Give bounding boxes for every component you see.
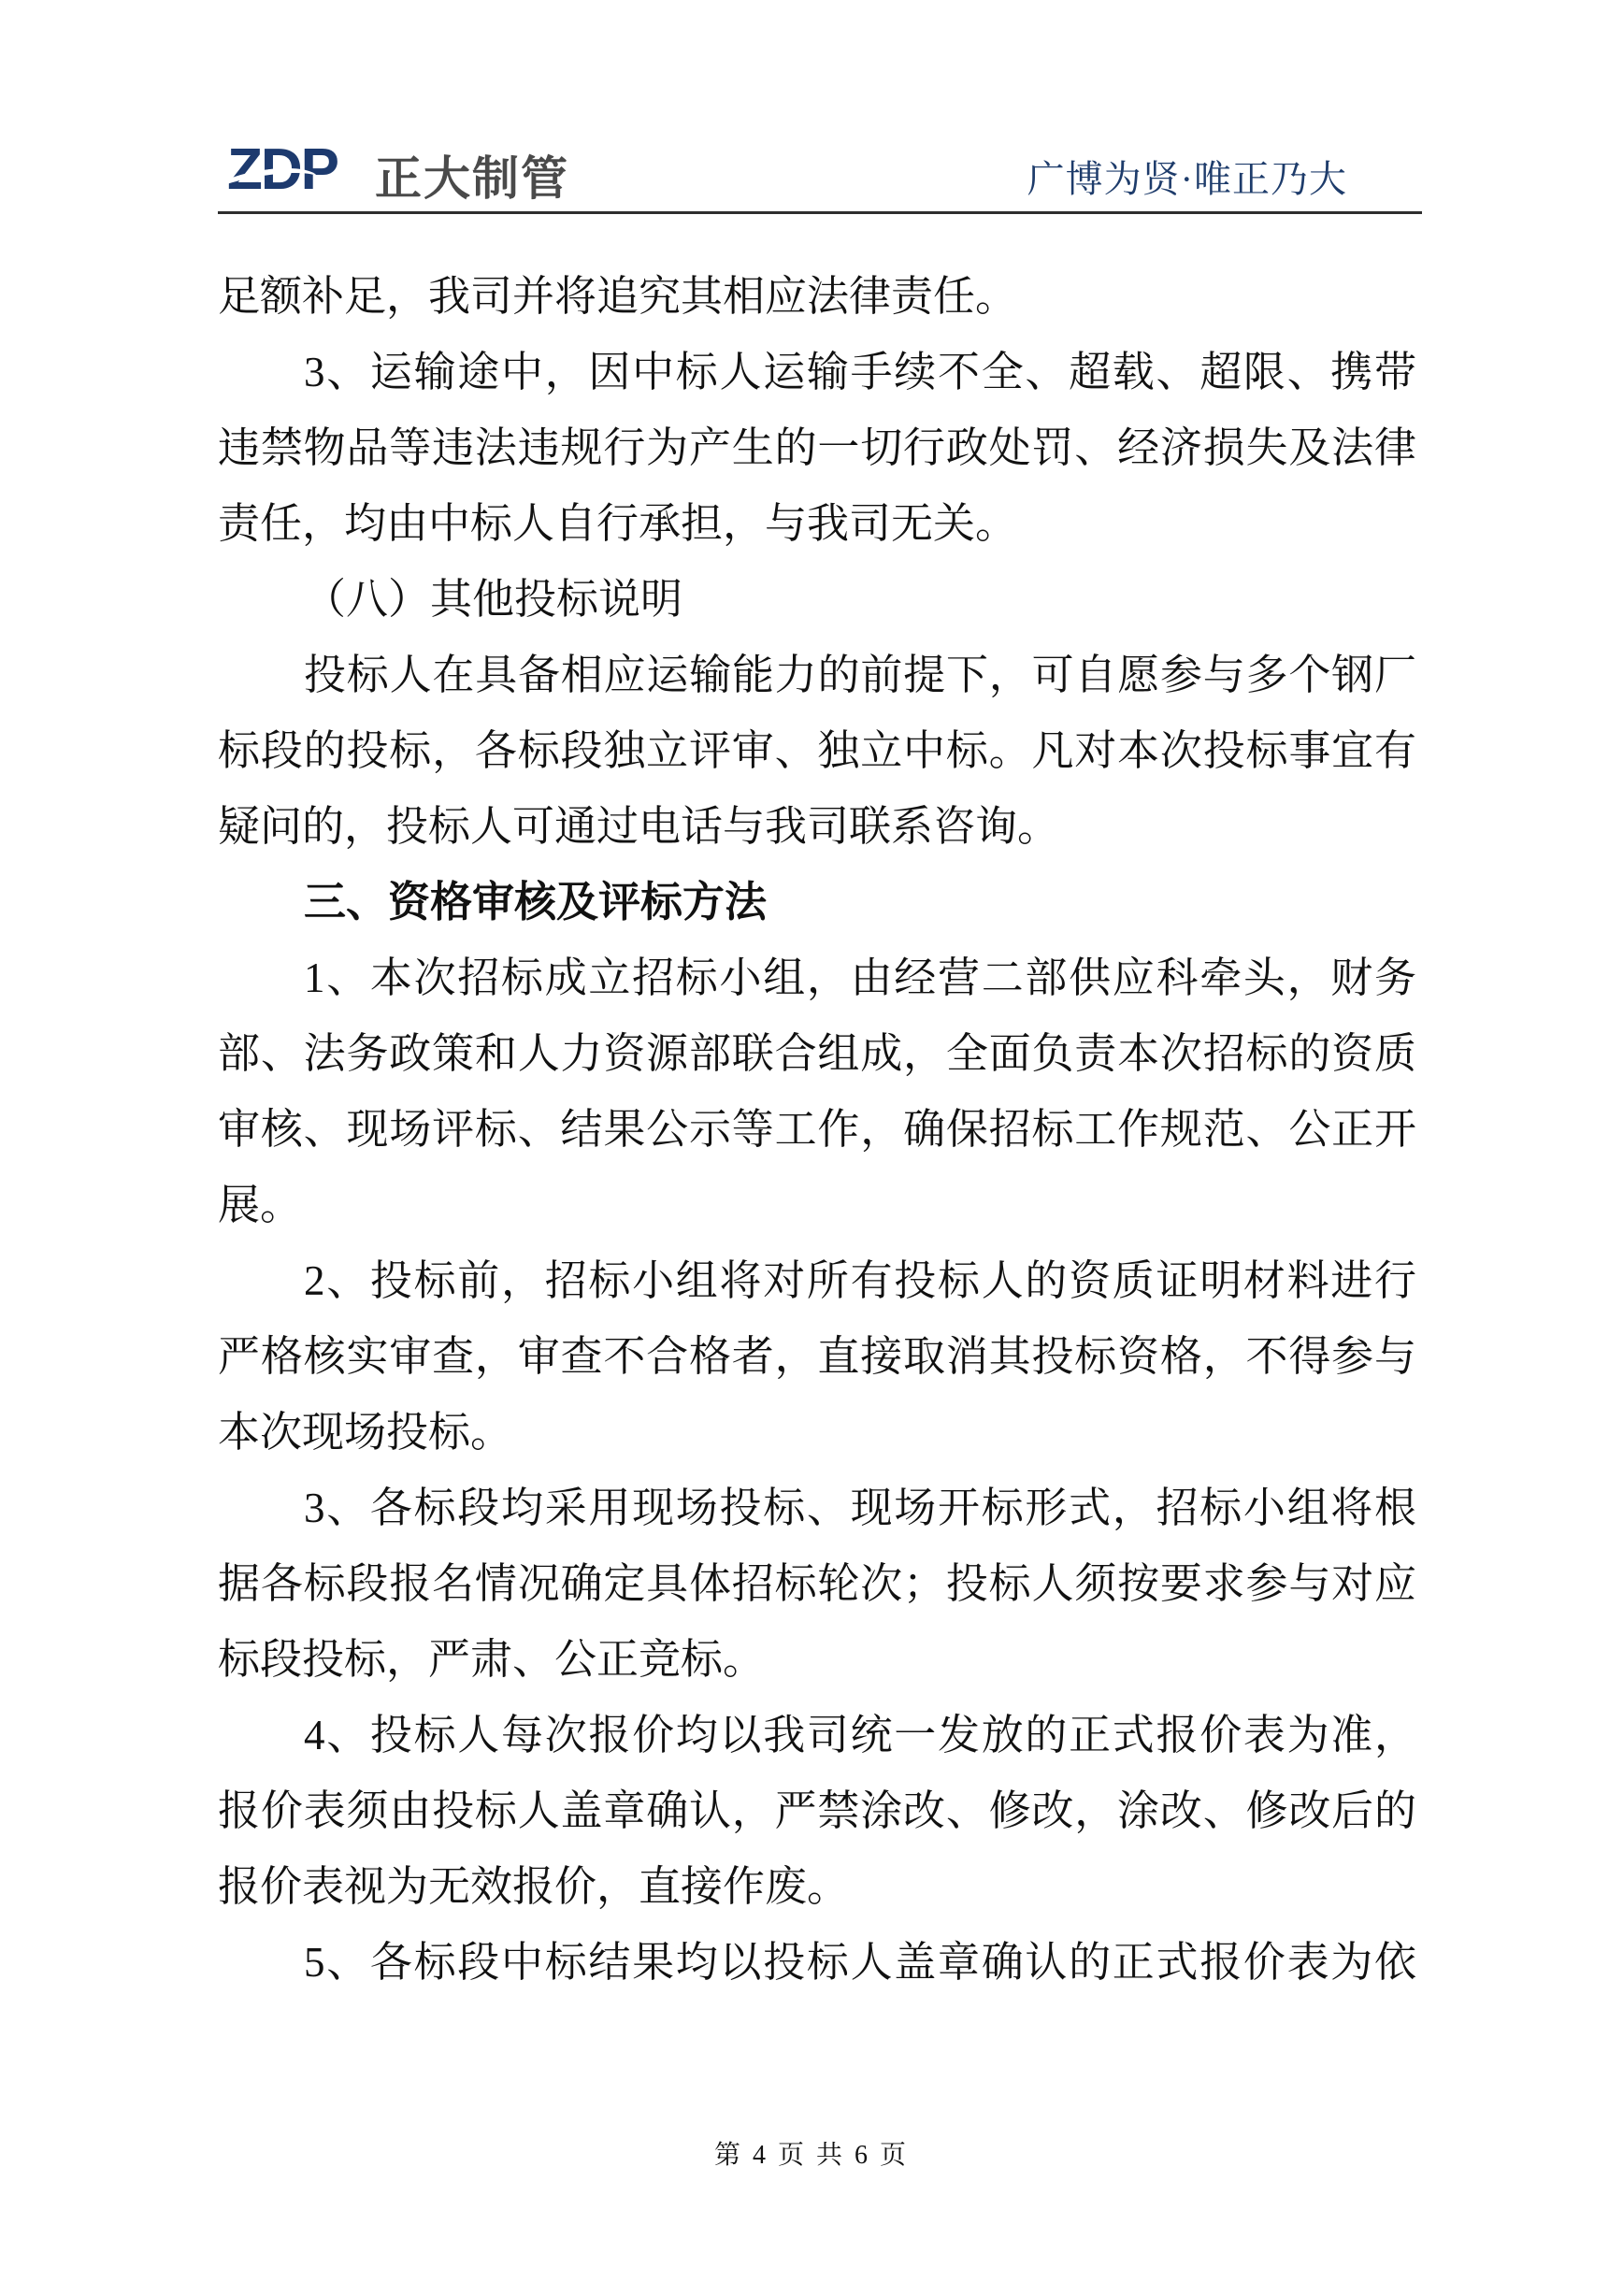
body-line: 报价表须由投标人盖章确认，严禁涂改、修改，涂改、修改后的 [218, 1787, 1416, 1834]
page-header [0, 0, 1623, 217]
body-line: 审核、现场评标、结果公示等工作，确保招标工作规范、公正开 [218, 1106, 1416, 1153]
document-body [218, 259, 1416, 2001]
page-number: 第 4 页 共 6 页 [713, 2141, 909, 2170]
body-line: 疑问的，投标人可通过电话与我司联系咨询。 [218, 803, 1060, 850]
body-line: 3、各标段均采用现场投标、现场开标形式，招标小组将根 [304, 1485, 1416, 1531]
body-line: 部、法务政策和人力资源部联合组成，全面负责本次招标的资质 [218, 1030, 1416, 1077]
body-line: 投标人在具备相应运输能力的前提下，可自愿参与多个钢厂 [304, 652, 1416, 698]
body-line: 2、投标前，招标小组将对所有投标人的资质证明材料进行 [304, 1257, 1416, 1304]
body-line: 责任，均由中标人自行承担，与我司无关。 [218, 500, 1018, 547]
page-footer [0, 2134, 1623, 2172]
body-line: 据各标段报名情况确定具体招标轮次；投标人须按要求参与对应 [218, 1560, 1416, 1607]
body-line: 3、运输途中，因中标人运输手续不全、超载、超限、携带 [304, 349, 1416, 395]
body-line: 足额补足，我司并将追究其相应法律责任。 [218, 273, 1018, 320]
company-logo [218, 137, 1422, 209]
body-line: （八）其他投标说明 [304, 576, 683, 623]
body-line: 5、各标段中标结果均以投标人盖章确认的正式报价表为依 [304, 1939, 1416, 1986]
body-line: 1、本次招标成立招标小组，由经营二部供应科牵头，财务 [304, 954, 1416, 1001]
zdp-logo-icon: ZDP [227, 137, 338, 202]
body-line: 标段的投标，各标段独立评审、独立中标。凡对本次投标事宜有 [218, 727, 1416, 774]
header-divider [218, 211, 1422, 214]
body-line: 严格核实审查，审查不合格者，直接取消其投标资格，不得参与 [218, 1333, 1416, 1380]
body-line: 展。 [218, 1182, 303, 1228]
body-line: 违禁物品等违法违规行为产生的一切行政处罚、经济损失及法律 [218, 424, 1416, 471]
body-line: 三、资格审核及评标方法 [304, 879, 768, 926]
body-line: 标段投标，严肃、公正竞标。 [218, 1636, 766, 1683]
body-line: 报价表视为无效报价，直接作废。 [218, 1863, 850, 1910]
body-line: 本次现场投标。 [218, 1409, 513, 1456]
company-slogan: 广博为贤·唯正乃大 [1027, 158, 1347, 200]
company-name: 正大制管 [375, 152, 569, 205]
body-line: 4、投标人每次报价均以我司统一发放的正式报价表为准， [304, 1712, 1416, 1758]
